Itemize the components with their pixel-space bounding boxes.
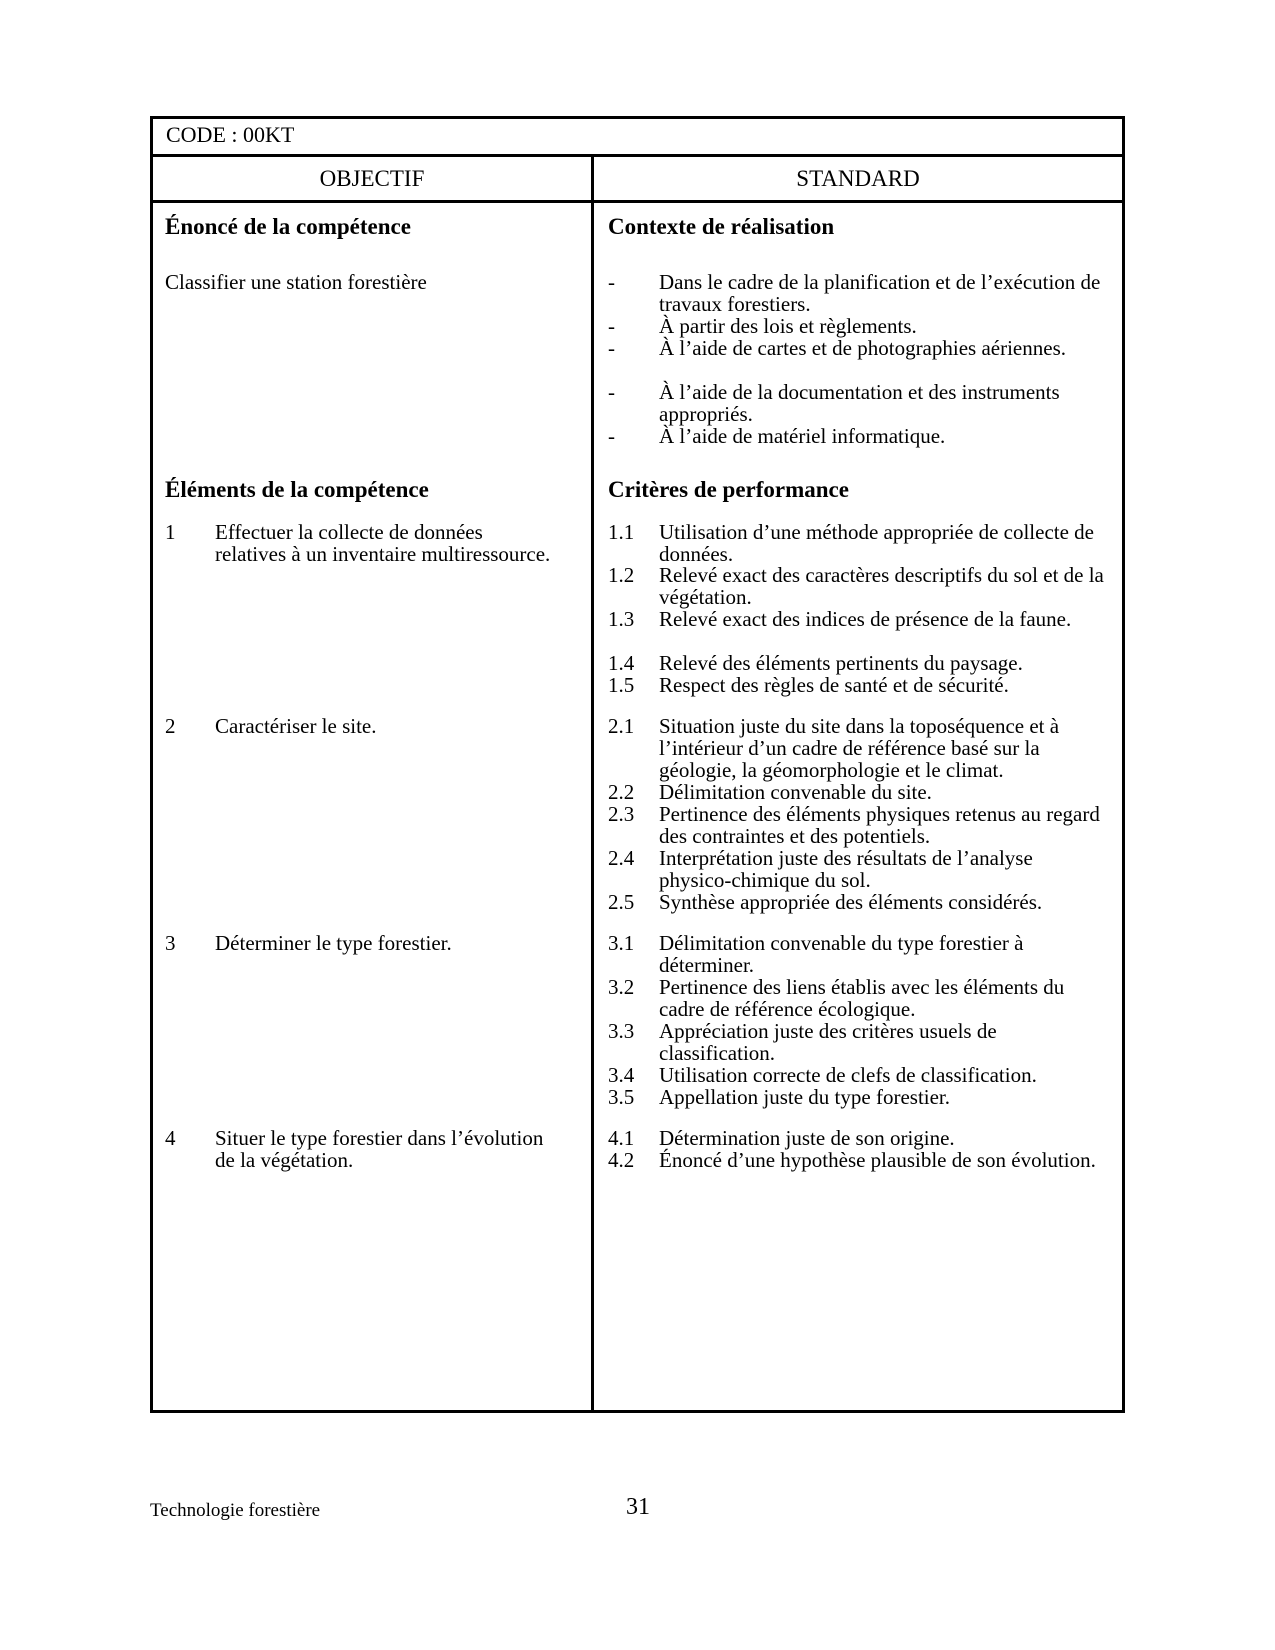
critere-text: Situation juste du site dans la toposéquence et à l’intérieur d’un cadre de référence basé sur la géologie, la géomorphologie et le climat. (659, 714, 1060, 782)
critere-number: 3.2 (608, 975, 635, 999)
contexte-text: Dans le cadre de la planification et de l’exécution de travaux forestiers. (659, 270, 1101, 316)
contexte-title: Contexte de réalisation (608, 214, 835, 239)
critere-number: 1.3 (608, 607, 635, 631)
bullet: - (608, 314, 615, 338)
critere-number: 3.1 (608, 931, 635, 955)
critere-number: 1.4 (608, 651, 635, 675)
critere-number: 2.2 (608, 780, 635, 804)
critere-text: Utilisation d’une méthode appropriée de collecte de données. (659, 520, 1095, 566)
bullet: - (608, 336, 615, 360)
bullet: - (608, 270, 615, 294)
objectif-header: OBJECTIF (319, 166, 425, 191)
critere-text: Appréciation juste des critères usuels de classification. (659, 1019, 997, 1065)
critere-text: Relevé exact des indices de présence de la faune. (659, 607, 1072, 631)
critere-number: 2.5 (608, 890, 635, 914)
critere-number: 4.2 (608, 1148, 635, 1172)
critere-text: Délimitation convenable du type forestier à déterminer. (659, 931, 1024, 977)
contexte-text: À partir des lois et règlements. (659, 314, 917, 338)
criteres-title: Critères de performance (608, 477, 849, 502)
enonce-title: Énoncé de la compétence (165, 214, 411, 239)
element-number: 1 (165, 520, 176, 544)
header-row (153, 157, 1122, 203)
contexte-text: À l’aide de la documentation et des instruments appropriés. (659, 380, 1060, 426)
critere-number: 3.5 (608, 1085, 635, 1109)
contexte-text: À l’aide de matériel informatique. (659, 424, 946, 448)
contexte-text: À l’aide de cartes et de photographies aériennes. (659, 336, 1066, 360)
standard-header: STANDARD (796, 166, 920, 191)
element-number: 2 (165, 714, 176, 738)
element-number: 4 (165, 1126, 176, 1150)
competency-table (150, 116, 1125, 1413)
critere-number: 2.3 (608, 802, 635, 826)
bullet: - (608, 380, 615, 404)
critere-text: Utilisation correcte de clefs de classification. (659, 1063, 1037, 1087)
column-divider (591, 157, 594, 1410)
critere-number: 1.1 (608, 520, 635, 544)
critere-number: 4.1 (608, 1126, 635, 1150)
critere-number: 2.1 (608, 714, 635, 738)
critere-text: Pertinence des liens établis avec les éléments du cadre de référence écologique. (659, 975, 1065, 1021)
critere-number: 3.3 (608, 1019, 635, 1043)
critere-text: Énoncé d’une hypothèse plausible de son évolution. (659, 1148, 1096, 1172)
critere-text: Relevé des éléments pertinents du paysage. (659, 651, 1023, 675)
critere-text: Délimitation convenable du site. (659, 780, 932, 804)
critere-text: Respect des règles de santé et de sécurité. (659, 673, 1009, 697)
code-row (153, 119, 1122, 157)
element-text: Déterminer le type forestier. (215, 931, 452, 955)
bullet: - (608, 424, 615, 448)
code-label: CODE : 00KT (166, 122, 295, 147)
critere-number: 2.4 (608, 846, 635, 870)
element-number: 3 (165, 931, 176, 955)
critere-text: Pertinence des éléments physiques retenus au regard des contraintes et des potentiels. (659, 802, 1100, 848)
critere-number: 3.4 (608, 1063, 635, 1087)
element-text: Situer le type forestier dans l’évolution de la végétation. (215, 1126, 544, 1172)
footer-program: Technologie forestière (150, 1500, 321, 1521)
page-number: 31 (626, 1494, 650, 1520)
critere-text: Interprétation juste des résultats de l’analyse physico-chimique du sol. (659, 846, 1033, 892)
critere-text: Détermination juste de son origine. (659, 1126, 955, 1150)
critere-text: Relevé exact des caractères descriptifs du sol et de la végétation. (659, 563, 1104, 609)
critere-text: Appellation juste du type forestier. (659, 1085, 951, 1109)
elements-title: Éléments de la compétence (165, 477, 429, 502)
critere-text: Synthèse appropriée des éléments considérés. (659, 890, 1043, 914)
element-text: Effectuer la collecte de données relatives à un inventaire multiressource. (215, 520, 551, 566)
enonce-value: Classifier une station forestière (165, 270, 427, 294)
critere-number: 1.5 (608, 673, 635, 697)
critere-number: 1.2 (608, 563, 635, 587)
element-text: Caractériser le site. (215, 714, 377, 738)
